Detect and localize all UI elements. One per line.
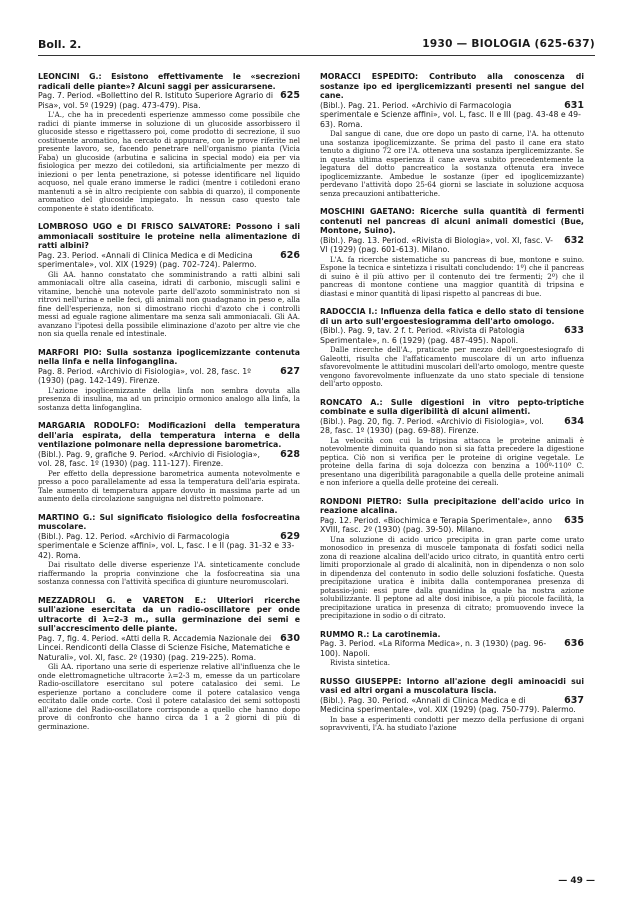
entry-abstract: In base a esperimenti condotti per mezzo della perfusione di organi sopravviventi, l'A. ha studiato l'azione	[320, 714, 584, 732]
entry-number: 626	[280, 249, 300, 261]
entry-number: 636	[564, 638, 584, 649]
entry-citation	[38, 367, 300, 386]
entry-abstract: Rivista sintetica.	[330, 658, 390, 667]
entry-abstract: La velocità con cui la tripsina attacca le proteine animali è notevolmente diminuita quando non si sia fatta precedere la digestione peptica. Ciò non si verifica per le proteine di origine vegetale. Le proteine della farina di soja dolcezza con benzina a 100º-110º C. presentano una digeribilità paragonabile a quella delle proteine animali e non inferiore a quella delle proteine dei cereali.	[320, 435, 584, 487]
entry-number: 630	[280, 632, 300, 644]
entry-abstract: Dai risultato delle diverse esperienze l'A. sinteticamente conclude riaffermando la propria convinzione che la fosfocreatina sia una sostanza connessa con l'attività specifica di giunture neuromuscolari.	[38, 560, 300, 586]
entry-citation-text: (Bibl.). Pag. 13. Period. «Rivista di Biologia», vol. XI, fasc. V-VI (1929) (pag. 601-613). Milano.	[320, 235, 553, 254]
entry-abstract: Gli AA. riportano una serie di esperienze relative all'influenza che le onde elettromagnetiche ultracorte λ=2-3 m, emesse da un particolare Radio-oscillatore esercitano sul potere catalasico dei semi. Le esperienze portano a concludere come il potere catalasico venga eccitato dalle onde corte. Così il potere catalasico dei semi sottoposti all'azione del Radio-oscillatore corrisponde a quello che hanno dopo prove di confronto che hanno circa da 1 a 2 giorni di più di germinazione.	[38, 662, 300, 731]
entry-citation-text: (Bibl.). Pag. 12. Period. «Archivio di Farmacologia sperimentale e Scienze affini», vol. L, fasc. I e II (pag. 31-32 e 33-42). Roma.	[38, 531, 295, 560]
entry-number: 631	[564, 99, 584, 111]
entry-citation	[320, 101, 584, 130]
entry-citation-text: (Bibl.). Pag. 20, fig. 7. Period. «Archivio di Fisiologia», vol. 28, fasc. 1º (1930) (pag. 69-88). Firenze.	[320, 416, 544, 435]
entry-citation	[320, 696, 584, 715]
entry-citation-text: (Bibl.). Pag. 9, tav. 2 f. t. Period. «Rivista di Patologia Sperimentale», n. 6 (1929) (pag. 487-495). Napoli.	[320, 326, 525, 345]
entry-citation	[320, 417, 584, 436]
entry-citation-text: Pag. 12. Period. «Biochimica e Terapia Sperimentale», anno XVIII, fasc. 2º (1930) (pag. 39-50). Milano.	[320, 515, 553, 534]
entry-author-title: MOSCHINI GAETANO: Ricerche sulla quantità di fermenti contenuti nel pancreas di alcuni animali domestici (Bue, Montone, Suino).	[320, 207, 584, 235]
entry-citation	[38, 450, 300, 469]
entry-author-title: MORACCI ESPEDITO: Contributo alla conoscenza di sostanze ipo ed iperglicemizzanti presenti nel sangue del cane.	[320, 72, 584, 100]
entry-citation	[38, 634, 300, 663]
entry-abstract: Una soluzione di acido urico precipita in gran parte come urato monosodico in presenza di muscele tamponata di fosfati sodici nella zona di reazione alcalina dell'acido urico citrato, in quantità entro certi limiti proporzionale al grado di alcalinità, non in dipendenza o non solo in dipendenza del contenuto in sodio delle soluzioni fosfatiche. Questa precipitazione uratica è inibita dalla contemporanea presenza di potassio-joni: essi pure dalla guanidina la quale ha nostra azione solubilizzante. Il peptone ad alte dosi inibisce, a più piccole facilità, la precipitazione uratica in presenza di citrato; promuovendo invece la precipitazione in sodio o di citrato.	[320, 534, 584, 620]
bibliography-entry	[320, 398, 584, 488]
entry-author-title: RUSSO GIUSEPPE: Intorno all'azione degli aminoacidi sui vasi ed altri organi a muscolatura liscia.	[320, 676, 584, 695]
entry-number: 625	[280, 90, 300, 101]
entry-citation-text: (Bibl.). Pag. 30. Period. «Annali di Clinica Medica e di Medicina sperimentale», vol. XIX (1929) (pag. 750-779). Palermo.	[320, 695, 576, 714]
entry-author-title: MARFORI PIO: Sulla sostanza ipoglicemizzante contenuta nella linfa e nella linfoganglina.	[38, 347, 300, 366]
entry-author-title: RONDONI PIETRO: Sulla precipitazione dell'acido urico in reazione alcalina.	[320, 496, 584, 515]
header-rule	[38, 55, 595, 56]
entry-number: 632	[564, 234, 584, 246]
bibliography-entry	[38, 348, 300, 413]
bibliography-entry	[320, 630, 584, 668]
entry-author-title: LOMBROSO UGO e DI FRISCO SALVATORE: Possono i sali ammoniacali sostituire le proteine nella alimentazione di ratti albini?	[38, 222, 300, 250]
bibliography-entry	[38, 596, 300, 732]
entry-citation-text: Pag. 8. Period. «Archivio di Fisiologia», vol. 28, fasc. 1º (1930) (pag. 142-149). Firenze.	[38, 366, 251, 385]
entry-abstract: Gli AA. hanno constatato che somministrando a ratti albini sali ammoniacali oltre alla caseina, idrati di carbonio, miscugli salini e vitamine, benchè una notevole parte dell'azoto somministrato non si ritrovi nell'urina e nelle feci, gli animali non guadagnano in peso e, alla fine dell'esperienza, non si dimostrano ricchi d'azoto che i controlli messi ad eguale ragione alimentare ma senza sali ammoniacali. Gli AA. avanzano l'ipotesi della possibile eliminazione d'azoto per altre vie che non sia quella renale ed intestinale.	[38, 269, 300, 338]
section-title: 1930 — BIOLOGIA (625-637)	[422, 38, 595, 50]
entry-citation-text: (Bibl.). Pag. 9, grafiche 9. Period. «Archivio di Fisiologia», vol. 28, fasc. 1º (1930) (pag. 111-127). Firenze.	[38, 449, 260, 468]
entry-citation-text: (Bibl.). Pag. 21. Period. «Archivio di Farmacologia sperimentale e Scienze affini», vol. L, fasc. II e III (pag. 43-48 e 49-63). Roma.	[320, 100, 581, 129]
entry-citation	[38, 251, 300, 270]
entry-number: 628	[280, 448, 300, 460]
entry-number: 627	[280, 365, 300, 377]
entry-author-title: MARGARIA RODOLFO: Modificazioni della temperatura dell'aria espirata, della temperatura interna e della ventilazione polmonare nella depressione barometrica.	[38, 421, 300, 449]
bibliography-entry	[320, 677, 584, 733]
entry-citation-text: Pag. 7, fig. 4. Period. «Atti della R. Accademia Nazionale dei Lincei. Rendiconti della Classe di Scienze Fisiche, Matematiche e Naturali», vol. XI, fasc. 2º (1930) (pag. 219-225). Roma.	[38, 633, 291, 662]
bibliography-entry	[320, 207, 584, 298]
entry-citation-text: Pag. 3. Period. «La Riforma Medica», n. 3 (1930) (pag. 96-100). Napoli.	[320, 639, 547, 658]
entry-citation	[320, 326, 584, 345]
entry-abstract: L'A. fa ricerche sistematiche su pancreas di bue, montone e suino. Espone la tecnica e sintetizza i risultati concludendo: 1º) che il pancreas di suino è il più attivo per il contenuto dei tre fermenti; 2º) che il pancreas di montone contiene una maggior quantità di tripsina e diastasi e minor quantità di lipasi rispetto al pancreas di bue.	[320, 254, 584, 298]
entry-author-title: LEONCINI G.: Esistono effettivamente le «secrezioni radicali delle piante»? Alcuni saggi per assicurarsene.	[38, 72, 300, 91]
entry-number: 629	[280, 530, 300, 542]
entry-abstract: Dal sangue di cane, due ore dopo un pasto di carne, l'A. ha ottenuto una sostanza ipoglicemizzante. Se prima del pasto il cane era stato tenuto a digiuno 72 ore l'A. otteneva una sostanza iperglicemizzante. Se in questa ultima esperienza il cane aveva subito precedentemente la legatura del dotto pancreatico la sostanza ottenuta era invece ipoglicemizzante. Ambedue le sostanze (iper ed ipoglicemizzante) perdevano l'attività dopo 25-64 giorni se lasciate in soluzione acquosa senza precauzioni antibatteriche.	[320, 129, 584, 198]
entry-number: 637	[564, 694, 584, 706]
left-column	[38, 72, 300, 740]
entry-citation-text: Pag. 7. Period. «Bollettino del R. Istituto Superiore Agrario di Pisa», vol. 5º (1929) (pag. 473-479). Pisa.	[38, 91, 274, 110]
bulletin-number: Boll. 2.	[38, 38, 82, 51]
entry-author-title: RONCATO A.: Sulle digestioni in vitro pepto-triptiche combinate e sulla digeribilità di alcuni alimenti.	[320, 397, 584, 416]
entry-citation	[320, 639, 584, 658]
entry-abstract: L'A., che ha in precedenti esperienze ammesso come possibile che radici di piante immerse in soluzione di un glucoside assorbissero il glucoside stesso e rigettassero poi, come prodotto di secrezione, il suo costituente aromatico, ha cercato di appurare, con le prove riferite nel presente lavoro, se, facendo penetrare nell'organismo pianta (Vicia Faba) un glucoside (arbutina e salicina in special modo) eia per via fisiologica per mezzo dei cotiledoni, sia artificialmente per mezzo di iniezioni o per lenta penetrazione, si potesse identificare nel liquido acquoso, nel quale erano immerse le radici (mentre i cotiledoni erano mantenuti a sè in altro recipiente con sabbia di quarzo), il componente aromatico del glucoside impiegato. In nessun caso questo tale componente è stato identificato.	[38, 110, 300, 213]
bibliography-entry	[320, 497, 584, 621]
right-column	[320, 72, 584, 742]
page-number: — 49 —	[558, 876, 595, 886]
bibliography-entry	[320, 307, 584, 389]
page-header	[38, 38, 595, 54]
entry-author-title: MEZZADROLI G. e VARETON E.: Ulteriori ricerche sull'azione esercitata da un radio-oscillatore per onde ultracorte di λ=2-3 m., sulla germinazione dei semi e sull'accrescimento delle piante.	[38, 595, 300, 633]
entry-abstract: Dalle ricerche dell'A., praticate per mezzo dell'ergoestesiografo di Galeotti, risulta che l'affaticamento muscolare di un arto influenza sfavorevolmente le attitudini muscolari dell'arto omologo, mentre queste vengono favorevolmente influenzate da uno stato speciale di tensione dell'arto opposto.	[320, 345, 584, 388]
entry-author-title: MARTINO G.: Sul significato fisiologico della fosfocreatina muscolare.	[38, 512, 300, 531]
entry-number: 635	[564, 514, 584, 526]
bibliography-entry	[38, 222, 300, 339]
entry-abstract: Per effetto della depressione barometrica aumenta notevolmente e presso a poco parallelamente ad essa la temperatura dell'aria espirata. Tale aumento di temperatura appare dovuto in massima parte ad un aumento della circolazione sanguigna nel distretto polmonare.	[38, 468, 300, 503]
entry-citation-text: Pag. 23. Period. «Annali di Clinica Medica e di Medicina sperimentale», vol. XIX (1929) (pag. 702-724). Palermo.	[38, 250, 257, 269]
entry-number: 634	[564, 415, 584, 427]
entry-author-title: RADOCCIA I.: Influenza della fatica e dello stato di tensione di un arto sull'ergoestesiogramma dell'arto omologo.	[320, 307, 584, 326]
entry-citation	[38, 91, 300, 110]
bibliography-entry	[38, 421, 300, 504]
bibliography-entry	[38, 513, 300, 587]
entry-abstract: L'azione ipoglicemizzante della linfa non sembra dovuta alla presenza di insulina, ma ad un principio ormonico analogo alla linfa, la sostanza detta linfoganglina.	[38, 385, 300, 412]
entry-author-title: RUMMO R.: La carotinemia.	[320, 629, 441, 639]
entry-citation	[320, 516, 584, 535]
bibliography-entry	[38, 72, 300, 213]
entry-citation	[38, 532, 300, 561]
bibliography-entry	[320, 72, 584, 198]
entry-citation	[320, 236, 584, 255]
entry-number: 633	[564, 325, 584, 336]
